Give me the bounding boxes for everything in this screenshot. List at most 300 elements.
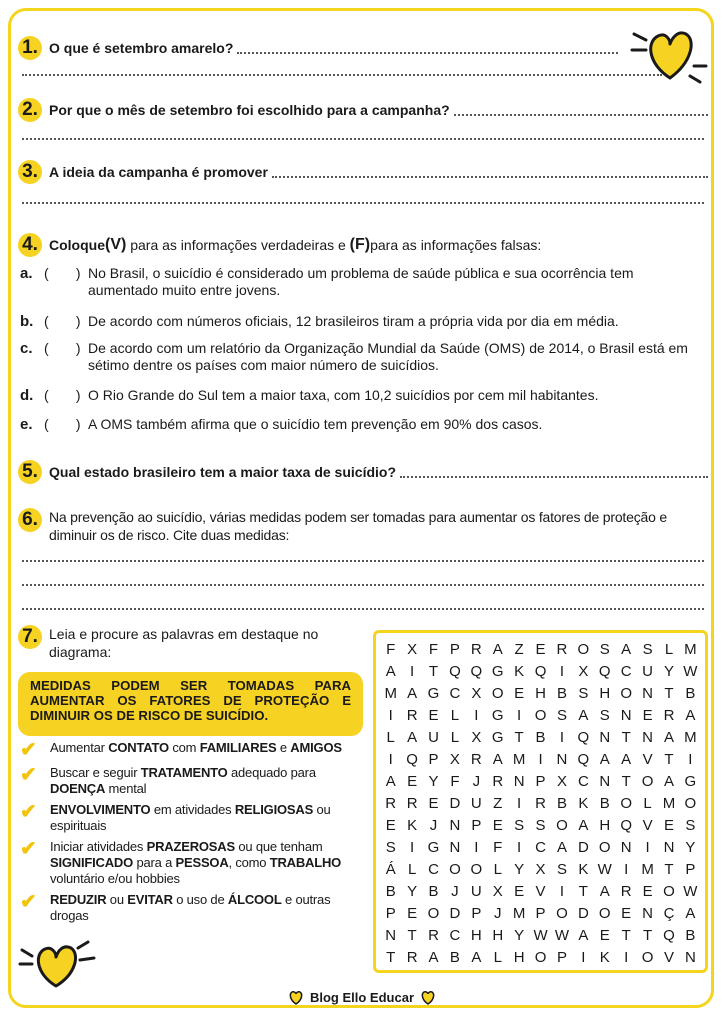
check-icon: ✔ <box>20 801 37 823</box>
grid-letter[interactable]: R <box>492 773 504 790</box>
grid-letter[interactable]: A <box>599 751 610 768</box>
grid-letter[interactable]: M <box>662 795 676 812</box>
grid-letter[interactable]: A <box>578 927 589 944</box>
grid-letter[interactable]: I <box>559 883 565 900</box>
grid-letter[interactable]: A <box>578 817 589 834</box>
grid-letter[interactable]: T <box>664 861 674 878</box>
grid-letter[interactable]: W <box>533 927 548 944</box>
grid-letter[interactable]: L <box>643 795 652 812</box>
question-4 <box>18 233 708 257</box>
grid-letter[interactable]: X <box>449 751 460 768</box>
grid-letter[interactable]: X <box>492 883 503 900</box>
grid-letter[interactable]: O <box>470 861 483 878</box>
answer-line[interactable] <box>22 74 662 76</box>
answer-line[interactable] <box>272 174 708 178</box>
grid-letter[interactable]: E <box>407 773 418 790</box>
tf-letter: b. <box>20 313 34 330</box>
grid-row <box>380 705 701 727</box>
grid-letter[interactable]: M <box>684 729 697 746</box>
grid-letter[interactable]: B <box>685 927 696 944</box>
grid-letter[interactable]: N <box>599 729 611 746</box>
grid-letter[interactable]: E <box>535 641 546 658</box>
highlight-word: ÁLCOOL <box>227 892 282 907</box>
tf-statement: De acordo com um relatório da Organização Mundial da Saúde (OMS) de 2014, o Brasil está em sétimo dentre os países com maior número de suicídios. <box>88 340 688 373</box>
grid-letter[interactable]: T <box>407 927 417 944</box>
grid-letter[interactable]: I <box>688 751 693 768</box>
grid-letter[interactable]: R <box>428 927 439 944</box>
grid-letter[interactable]: V <box>663 949 674 966</box>
grid-letter[interactable]: O <box>491 685 504 702</box>
grid-letter[interactable]: Y <box>514 861 525 878</box>
grid-letter[interactable]: O <box>534 707 547 724</box>
grid-letter[interactable]: N <box>385 927 397 944</box>
grid-letter[interactable]: E <box>642 883 653 900</box>
grid-letter[interactable]: S <box>599 641 610 658</box>
checklist-text-segment: mental <box>105 781 147 796</box>
grid-letter[interactable]: S <box>535 817 546 834</box>
grid-letter[interactable]: D <box>577 839 589 856</box>
grid-letter[interactable]: R <box>556 641 568 658</box>
grid-letter[interactable]: I <box>388 751 393 768</box>
grid-letter[interactable]: K <box>578 861 589 878</box>
grid-letter[interactable]: O <box>641 773 654 790</box>
grid-letter[interactable]: D <box>577 905 589 922</box>
highlight-word: RELIGIOSAS <box>234 802 314 817</box>
grid-letter[interactable]: H <box>492 927 504 944</box>
question-text: Qual estado brasileiro tem a maior taxa de suicídio? <box>49 464 396 480</box>
grid-letter[interactable]: I <box>645 839 650 856</box>
question-number: 5. <box>18 460 42 484</box>
grid-letter[interactable]: A <box>663 773 674 790</box>
grid-letter[interactable]: B <box>599 795 610 812</box>
grid-letter[interactable]: R <box>535 795 546 812</box>
question-text: A ideia da campanha é promover <box>49 164 268 180</box>
grid-letter[interactable]: N <box>642 685 653 702</box>
checklist-text-segment: adequado para <box>227 765 316 780</box>
grid-letter[interactable]: P <box>471 817 482 834</box>
grid-letter[interactable]: Á <box>385 861 396 878</box>
grid-letter[interactable]: H <box>535 685 546 702</box>
grid-letter[interactable]: M <box>684 641 697 658</box>
grid-letter[interactable]: V <box>535 883 546 900</box>
grid-letter[interactable]: B <box>556 685 567 702</box>
grid-letter[interactable]: P <box>535 905 546 922</box>
check-icon: ✔ <box>20 764 37 786</box>
grid-letter[interactable]: X <box>556 773 567 790</box>
grid-letter[interactable]: A <box>663 729 674 746</box>
grid-letter[interactable]: I <box>559 663 565 680</box>
grid-letter[interactable]: H <box>470 927 482 944</box>
answer-line[interactable] <box>22 560 704 562</box>
question-number: 2. <box>18 98 42 122</box>
question-5 <box>18 460 708 484</box>
grid-letter[interactable]: I <box>559 729 565 746</box>
grid-letter[interactable]: V <box>642 751 653 768</box>
tf-answer-box[interactable]: ( ) <box>44 340 81 356</box>
grid-letter[interactable]: W <box>683 663 698 680</box>
question-text: Por que o mês de setembro foi escolhido para a campanha? <box>49 102 450 118</box>
grid-letter[interactable]: E <box>621 905 632 922</box>
grid-letter[interactable]: H <box>513 949 525 966</box>
grid-letter[interactable]: S <box>578 685 589 702</box>
grid-letter[interactable]: E <box>599 927 610 944</box>
grid-letter[interactable]: A <box>578 707 589 724</box>
grid-letter[interactable]: N <box>449 817 461 834</box>
question-2 <box>18 98 708 122</box>
grid-letter[interactable]: X <box>471 685 482 702</box>
grid-letter[interactable]: O <box>556 817 568 834</box>
answer-line[interactable] <box>22 584 704 586</box>
question-number: 7. <box>18 625 42 649</box>
grid-letter[interactable]: E <box>642 707 653 724</box>
grid-letter[interactable]: A <box>385 773 396 790</box>
checklist-text-segment: para a <box>133 855 176 870</box>
grid-letter[interactable]: E <box>492 817 503 834</box>
grid-letter[interactable]: G <box>491 663 504 680</box>
grid-letter[interactable]: T <box>428 663 439 680</box>
grid-letter[interactable]: E <box>407 905 418 922</box>
grid-letter[interactable]: P <box>685 861 696 878</box>
grid-letter[interactable]: B <box>556 795 567 812</box>
grid-letter[interactable]: A <box>492 751 503 768</box>
answer-line[interactable] <box>22 202 704 204</box>
grid-letter[interactable]: A <box>599 883 610 900</box>
grid-letter[interactable]: N <box>599 773 611 790</box>
grid-letter[interactable]: X <box>471 729 482 746</box>
grid-letter[interactable]: N <box>620 707 632 724</box>
grid-letter[interactable]: U <box>642 663 653 680</box>
grid-letter[interactable]: O <box>534 949 547 966</box>
grid-letter[interactable]: A <box>621 751 632 768</box>
grid-letter[interactable]: B <box>428 883 439 900</box>
highlight-word: PRAZEROSAS <box>146 839 235 854</box>
grid-row <box>380 859 701 881</box>
grid-letter[interactable]: Q <box>449 663 461 680</box>
grid-letter[interactable]: J <box>429 817 438 834</box>
grid-letter[interactable]: C <box>577 773 589 790</box>
grid-letter[interactable]: Q <box>534 663 547 680</box>
grid-letter[interactable]: K <box>514 663 525 680</box>
highlight-word: TRABALHO <box>269 855 342 870</box>
grid-letter[interactable]: I <box>581 949 586 966</box>
grid-letter[interactable]: T <box>621 773 631 790</box>
grid-letter[interactable]: Q <box>470 663 483 680</box>
grid-letter[interactable]: O <box>427 905 440 922</box>
grid-letter[interactable]: G <box>684 773 697 790</box>
grid-letter[interactable]: Z <box>514 641 524 658</box>
grid-letter[interactable]: C <box>535 839 546 856</box>
highlight-word: EVITAR <box>127 892 173 907</box>
grid-letter[interactable]: N <box>513 773 525 790</box>
grid-letter[interactable]: L <box>450 729 460 746</box>
heart-icon <box>420 990 436 1005</box>
grid-letter[interactable]: P <box>535 773 546 790</box>
grid-letter[interactable]: B <box>449 949 460 966</box>
grid-letter[interactable]: N <box>449 839 461 856</box>
grid-letter[interactable]: G <box>491 729 504 746</box>
grid-letter[interactable]: P <box>471 905 482 922</box>
grid-letter[interactable]: T <box>664 751 674 768</box>
grid-letter[interactable]: Y <box>514 927 525 944</box>
grid-letter[interactable]: O <box>663 883 675 900</box>
grid-letter[interactable]: E <box>514 685 525 702</box>
grid-letter[interactable]: T <box>642 927 653 944</box>
checklist-text-segment: em atividades <box>150 802 235 817</box>
grid-letter[interactable]: T <box>664 685 674 702</box>
checklist-text-segment: com <box>168 740 200 755</box>
word-search-grid[interactable] <box>373 630 708 973</box>
grid-letter[interactable]: L <box>450 707 460 724</box>
grid-letter[interactable]: S <box>685 817 696 834</box>
grid-letter[interactable]: I <box>517 707 522 724</box>
grid-letter[interactable]: S <box>599 707 610 724</box>
grid-letter[interactable]: T <box>386 949 396 966</box>
grid-letter[interactable]: T <box>514 729 524 746</box>
grid-letter[interactable]: A <box>685 905 696 922</box>
check-icon: ✔ <box>20 739 37 761</box>
grid-letter[interactable]: N <box>663 839 675 856</box>
grid-letter[interactable]: W <box>597 861 612 878</box>
highlight-word: AMIGOS <box>290 740 342 755</box>
grid-letter[interactable]: H <box>599 685 611 702</box>
highlight-word: ENVOLVIMENTO <box>50 802 151 817</box>
grid-letter[interactable]: N <box>684 949 696 966</box>
grid-letter[interactable]: K <box>578 795 589 812</box>
grid-letter[interactable]: G <box>427 685 440 702</box>
grid-letter[interactable]: Y <box>407 883 418 900</box>
grid-letter[interactable]: E <box>385 817 396 834</box>
grid-letter[interactable]: N <box>620 839 632 856</box>
grid-letter[interactable]: L <box>386 729 395 746</box>
grid-letter[interactable]: Z <box>493 795 503 812</box>
grid-letter[interactable]: T <box>578 883 588 900</box>
grid-letter[interactable]: R <box>385 795 397 812</box>
highlight-box: MEDIDAS PODEM SER TOMADAS PARA AUMENTAR OS FATORES DE PROTEÇÃO E DIMINUIR OS DE RISCO DE SUICÍDIO. <box>18 672 363 736</box>
grid-letter[interactable]: E <box>663 817 674 834</box>
grid-letter[interactable]: A <box>407 729 418 746</box>
grid-letter[interactable]: U <box>470 883 482 900</box>
grid-letter[interactable]: S <box>556 861 567 878</box>
grid-letter[interactable]: O <box>641 949 654 966</box>
grid-letter[interactable]: P <box>449 641 460 658</box>
grid-letter[interactable]: I <box>410 663 415 680</box>
tf-answer-box[interactable]: ( ) <box>44 416 81 432</box>
grid-letter[interactable]: A <box>492 641 503 658</box>
grid-letter[interactable]: E <box>428 707 439 724</box>
grid-letter[interactable]: C <box>449 927 461 944</box>
grid-letter[interactable]: F <box>493 839 503 856</box>
grid-letter[interactable]: A <box>407 685 418 702</box>
false-label: (F) <box>349 236 371 253</box>
tf-letter: c. <box>20 340 33 357</box>
grid-letter[interactable]: Q <box>577 729 590 746</box>
grid-letter[interactable]: A <box>385 663 396 680</box>
tf-item-b <box>20 313 688 330</box>
grid-letter[interactable]: A <box>685 707 696 724</box>
tf-item-e <box>20 416 688 433</box>
grid-letter[interactable]: U <box>428 729 439 746</box>
grid-letter[interactable]: P <box>428 751 439 768</box>
tf-statement: A OMS também afirma que o suicídio tem prevenção em 90% dos casos. <box>88 416 543 432</box>
grid-letter[interactable]: M <box>512 905 526 922</box>
grid-letter[interactable]: I <box>538 751 543 768</box>
grid-letter[interactable]: O <box>684 795 697 812</box>
grid-letter[interactable]: I <box>624 949 629 966</box>
answer-line[interactable] <box>237 50 618 54</box>
grid-letter[interactable]: M <box>384 685 397 702</box>
grid-letter[interactable]: I <box>517 839 522 856</box>
grid-letter[interactable]: Q <box>620 817 632 834</box>
grid-letter[interactable]: O <box>598 905 611 922</box>
checklist-text-segment: ou <box>106 892 128 907</box>
tf-answer-box[interactable]: ( ) <box>44 313 81 329</box>
grid-letter[interactable]: X <box>535 861 546 878</box>
grid-letter[interactable]: R <box>470 641 482 658</box>
grid-letter[interactable]: L <box>493 949 502 966</box>
grid-letter[interactable]: A <box>471 949 482 966</box>
answer-line[interactable] <box>22 138 704 140</box>
grid-letter[interactable]: Q <box>406 751 418 768</box>
grid-letter[interactable]: R <box>663 707 675 724</box>
question-text: O que é setembro amarelo? <box>49 40 234 56</box>
grid-letter[interactable]: H <box>599 817 611 834</box>
grid-letter[interactable]: O <box>620 795 632 812</box>
grid-letter[interactable]: J <box>493 905 502 922</box>
grid-letter[interactable]: O <box>598 839 611 856</box>
grid-letter[interactable]: C <box>620 663 632 680</box>
grid-letter[interactable]: K <box>599 949 610 966</box>
grid-letter[interactable]: I <box>474 707 479 724</box>
grid-letter[interactable]: C <box>428 861 439 878</box>
grid-letter[interactable]: I <box>410 839 415 856</box>
grid-letter[interactable]: O <box>556 905 568 922</box>
grid-letter[interactable]: R <box>406 795 418 812</box>
question-3 <box>18 160 708 184</box>
grid-letter[interactable]: X <box>407 641 418 658</box>
grid-letter[interactable]: L <box>664 641 674 658</box>
grid-letter[interactable]: Q <box>663 927 675 944</box>
highlight-word: TRATAMENTO <box>140 765 228 780</box>
checklist-text <box>50 802 362 834</box>
answer-line[interactable] <box>22 608 704 610</box>
grid-letter[interactable]: R <box>470 751 482 768</box>
grid-letter[interactable]: B <box>385 883 396 900</box>
grid-letter[interactable]: R <box>406 949 418 966</box>
grid-letter[interactable]: U <box>470 795 482 812</box>
grid-letter[interactable]: G <box>427 839 440 856</box>
grid-letter[interactable]: A <box>621 641 632 658</box>
grid-letter[interactable]: N <box>642 729 653 746</box>
grid-letter[interactable]: W <box>683 883 698 900</box>
grid-letter[interactable]: F <box>386 641 396 658</box>
grid-letter[interactable]: M <box>641 861 654 878</box>
grid-letter[interactable]: S <box>642 641 653 658</box>
highlight-word: REDUZIR <box>50 892 107 907</box>
grid-letter[interactable]: D <box>449 795 461 812</box>
highlight-word: CONTATO <box>108 740 169 755</box>
grid-row <box>380 727 701 749</box>
grid-letter[interactable]: F <box>428 641 439 658</box>
grid-letter[interactable]: Y <box>663 663 674 680</box>
question-text: Na prevenção ao suicídio, várias medidas podem ser tomadas para aumentar os fatores de proteção e diminuir os de risco. Cite duas medidas: <box>49 509 667 543</box>
grid-letter[interactable]: G <box>491 707 504 724</box>
tf-answer-box[interactable]: ( ) <box>44 387 81 403</box>
grid-row <box>380 771 701 793</box>
checklist-text-segment: ou espirituais <box>50 802 331 833</box>
grid-letter[interactable]: O <box>449 861 461 878</box>
grid-letter[interactable]: N <box>556 751 568 768</box>
grid-letter[interactable]: S <box>514 817 525 834</box>
grid-letter[interactable]: S <box>385 839 396 856</box>
question-text: Leia e procure as palavras em destaque no diagrama: <box>49 626 319 660</box>
tf-letter: a. <box>20 265 33 282</box>
grid-letter[interactable]: P <box>556 949 567 966</box>
grid-letter[interactable]: T <box>621 729 631 746</box>
grid-letter[interactable]: J <box>472 773 481 790</box>
checklist-text-segment: Iniciar atividades <box>50 839 147 854</box>
grid-letter[interactable]: R <box>406 707 418 724</box>
grid-letter[interactable]: I <box>517 795 522 812</box>
grid-letter[interactable]: L <box>407 861 417 878</box>
grid-letter[interactable]: I <box>388 707 393 724</box>
grid-letter[interactable]: B <box>535 729 546 746</box>
grid-letter[interactable]: L <box>493 861 502 878</box>
tf-answer-box[interactable]: ( ) <box>44 265 81 281</box>
grid-letter[interactable]: R <box>620 883 632 900</box>
grid-letter[interactable]: N <box>642 905 653 922</box>
grid-letter[interactable]: A <box>556 839 567 856</box>
answer-line[interactable] <box>454 112 708 116</box>
grid-letter[interactable]: O <box>577 641 590 658</box>
grid-letter[interactable]: A <box>428 949 439 966</box>
heart-icon <box>628 20 708 90</box>
grid-letter[interactable]: I <box>474 839 479 856</box>
checklist-text-segment: voluntário e/ou hobbies <box>50 871 180 886</box>
grid-letter[interactable]: K <box>407 817 418 834</box>
grid-letter[interactable]: P <box>385 905 396 922</box>
grid-letter[interactable]: J <box>451 883 459 900</box>
checklist-text <box>50 765 362 797</box>
grid-letter[interactable]: W <box>554 927 570 944</box>
checklist-text <box>50 740 362 760</box>
grid-letter[interactable]: Q <box>598 663 611 680</box>
grid-letter[interactable]: B <box>685 685 696 702</box>
grid-letter[interactable]: C <box>449 685 461 702</box>
highlight-word: DOENÇA <box>50 781 106 796</box>
tf-statement: O Rio Grande do Sul tem a maior taxa, com 10,2 suicídios por cem mil habitantes. <box>88 387 599 403</box>
grid-letter[interactable]: X <box>578 663 589 680</box>
grid-letter[interactable]: S <box>556 707 567 724</box>
grid-letter[interactable]: Y <box>428 773 439 790</box>
grid-letter[interactable]: V <box>642 817 653 834</box>
grid-letter[interactable]: M <box>512 751 526 768</box>
grid-letter[interactable]: I <box>624 861 629 878</box>
question-7 <box>18 625 363 661</box>
footer-text[interactable]: Blog Ello Educar <box>309 990 414 1005</box>
grid-letter[interactable]: E <box>428 795 439 812</box>
grid-letter[interactable]: Y <box>685 839 696 856</box>
highlight-word: FAMILIARES <box>199 740 277 755</box>
footer <box>0 990 724 1005</box>
grid-letter[interactable]: D <box>449 905 461 922</box>
grid-letter[interactable]: E <box>514 883 525 900</box>
grid-letter[interactable]: Q <box>577 751 590 768</box>
grid-letter[interactable]: O <box>620 685 632 702</box>
grid-letter[interactable]: Ç <box>663 905 675 922</box>
grid-letter[interactable]: F <box>450 773 460 790</box>
answer-line[interactable] <box>400 474 708 478</box>
grid-letter[interactable]: T <box>621 927 631 944</box>
